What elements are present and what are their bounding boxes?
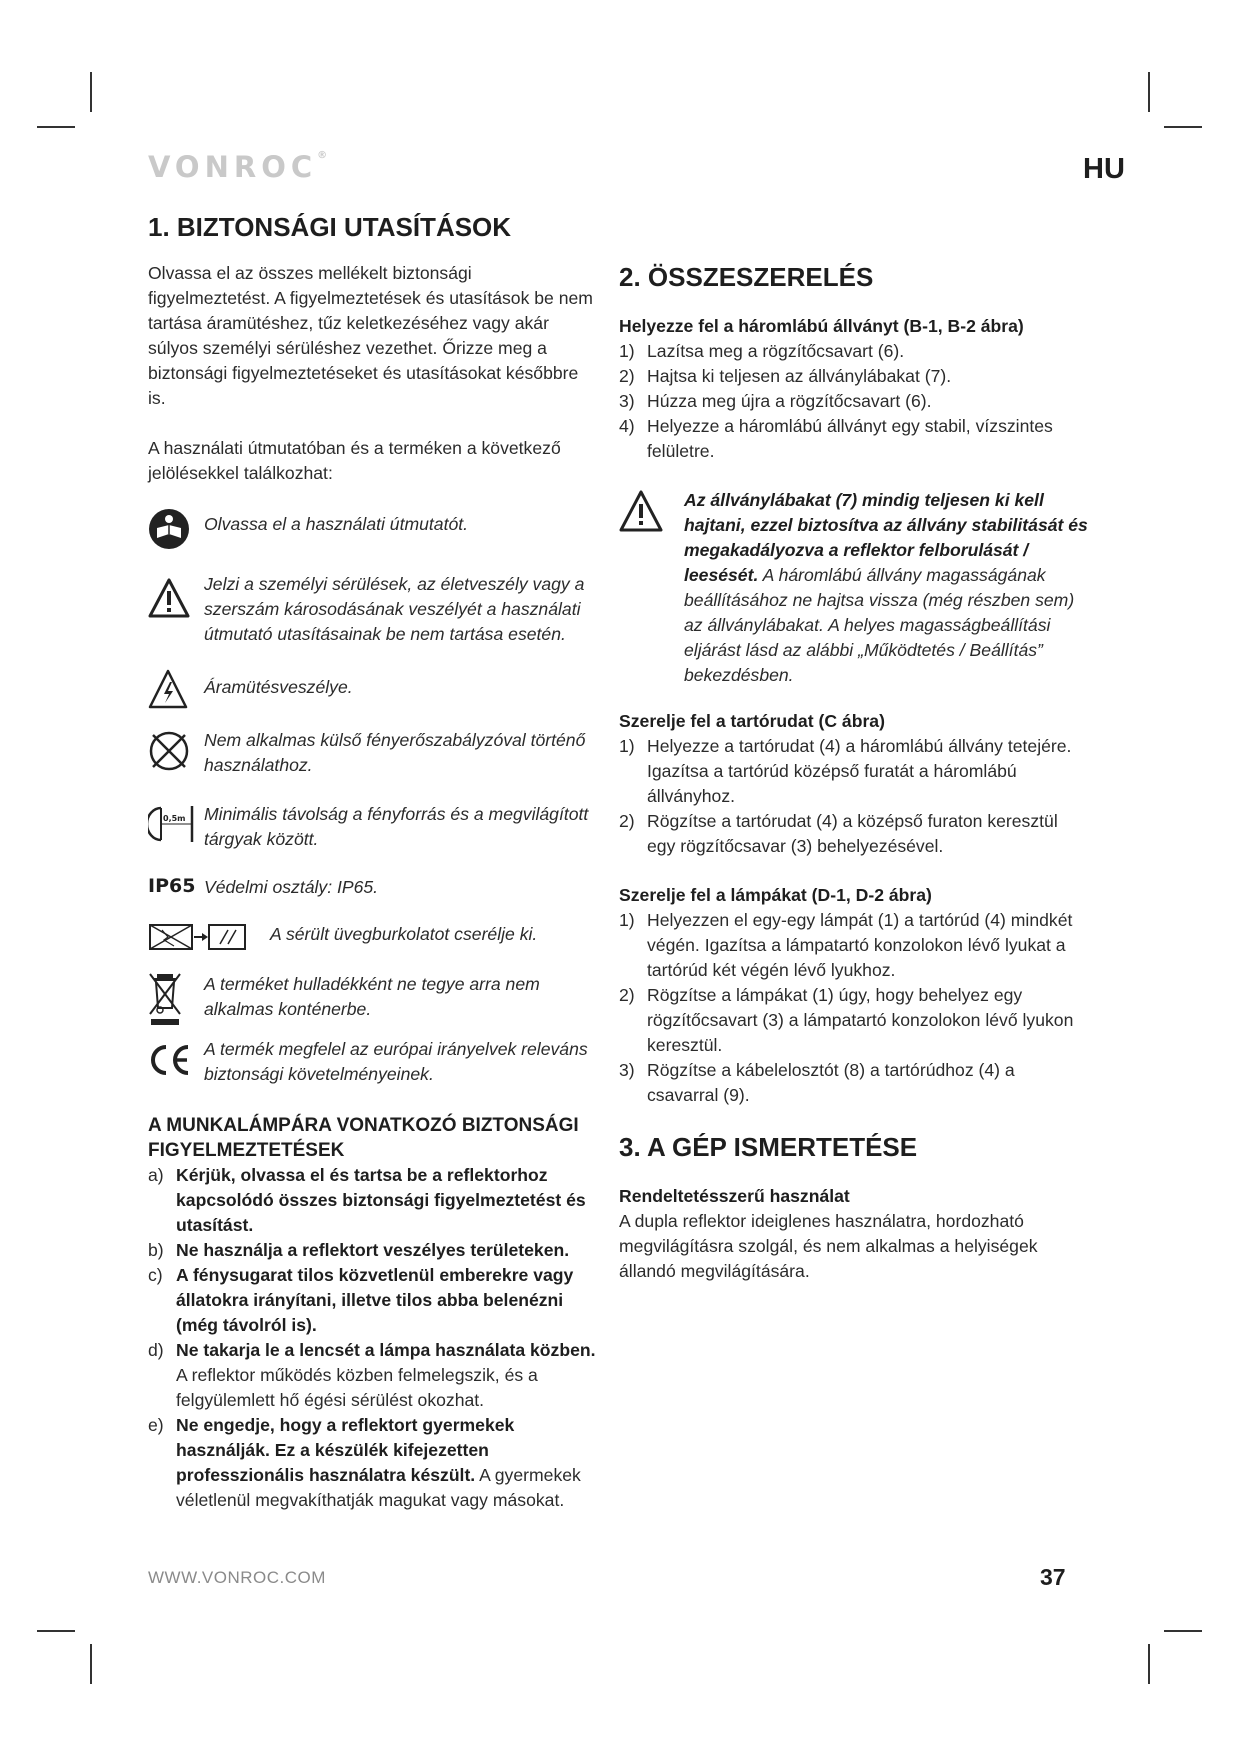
intended-use-text: A dupla reflektor ideiglenes használatra, hordozható megvilágításra szolgál, és nem alkalmas a helyiségek állandó megvilágítására. bbox=[619, 1211, 1038, 1281]
symbol-row bbox=[148, 922, 598, 952]
symbol-text: A termék megfelel az európai irányelvek releváns biztonsági követelményeinek. bbox=[204, 1039, 588, 1084]
list-item: 1) Helyezze a tartórudat (4) a háromlábú állvány tetejére. Igazítsa a tartórúd középső furatát a háromlábú állványhoz. bbox=[619, 736, 1072, 806]
ce-mark-icon bbox=[148, 1043, 192, 1077]
list-item: 2) Hajtsa ki teljesen az állványlábakat (7). bbox=[619, 366, 952, 386]
tripod-title: Helyezze fel a háromlábú állványt (B-1, B-2 ábra) bbox=[619, 316, 1024, 336]
lamp-title: Szerelje fel a lámpákat (D-1, D-2 ábra) bbox=[619, 885, 932, 905]
list-item: 2) Rögzítse a tartórudat (4) a középső furaton keresztül egy rögzítőcsavar (3) behelyezésével. bbox=[619, 811, 1058, 856]
symbol-row bbox=[148, 970, 598, 1026]
crop-mark bbox=[1164, 1630, 1202, 1632]
section-title-description: 3. A GÉP ISMERTETÉSE bbox=[619, 1132, 918, 1162]
symbol-row bbox=[148, 728, 598, 778]
min-distance-label: 0,5m bbox=[163, 814, 186, 823]
symbol-text: Jelzi a személyi sérülések, az életveszély vagy a szerszám károsodásának veszélyét a használati útmutató utasításainak be nem tartása esetén. bbox=[204, 574, 585, 644]
brand-logo: VONROC® bbox=[148, 150, 328, 184]
language-code: HU bbox=[1083, 153, 1125, 185]
symbol-text: Olvassa el a használati útmutatót. bbox=[204, 514, 469, 534]
footer-url: WWW.VONROC.COM bbox=[148, 1568, 326, 1587]
list-item: e) Ne engedje, hogy a reflektort gyermekek használják. Ez a készülék kifejezetten professzionális használatra készült. A gyermekek véletlenül megvakíthatják magukat vagy másokat. bbox=[148, 1415, 581, 1510]
crop-mark bbox=[90, 1644, 92, 1684]
crop-mark bbox=[1148, 1644, 1150, 1684]
bar-title: Szerelje fel a tartórudat (C ábra) bbox=[619, 711, 885, 731]
right-column bbox=[619, 210, 1089, 1284]
safety-intro: Olvassa el az összes mellékelt biztonsági figyelmeztetést. A figyelmeztetések és utasítások be nem tartása áramütéshez, tűz keletkezéséhez vagy akár súlyos személyi sérüléshez vezethet. Őrizze meg a biztonsági figyelmeztetéseket és utasításokat későbbre is. bbox=[148, 263, 593, 408]
crop-mark bbox=[1164, 126, 1202, 128]
crop-mark bbox=[37, 126, 75, 128]
symbol-text: Áramütésveszélye. bbox=[204, 677, 353, 697]
page-number: 37 bbox=[1040, 1564, 1066, 1590]
symbol-text: A terméket hulladékként ne tegye arra nem alkalmas konténerbe. bbox=[204, 974, 540, 1019]
bar-steps bbox=[619, 734, 1089, 859]
crop-mark bbox=[90, 72, 92, 112]
list-item: 1) Lazítsa meg a rögzítőcsavart (6). bbox=[619, 341, 905, 361]
weee-bin-icon bbox=[148, 970, 182, 1026]
worklamp-safety-title: A MUNKALÁMPÁRA VONATKOZÓ BIZTONSÁGI FIGYELMEZTETÉSEK bbox=[148, 1115, 579, 1161]
worklamp-safety-list bbox=[148, 1163, 598, 1513]
ip65-label: IP65 bbox=[148, 875, 196, 897]
list-item: 4) Helyezze a háromlábú állványt egy stabil, vízszintes felületre. bbox=[619, 416, 1053, 461]
symbols-intro: A használati útmutatóban és a terméken a következő jelölésekkel találkozhat: bbox=[148, 438, 561, 483]
intended-use-title: Rendeltetésszerű használat bbox=[619, 1186, 850, 1206]
symbol-row bbox=[148, 802, 598, 852]
symbol-text: Minimális távolság a fényforrás és a megvilágított tárgyak között. bbox=[204, 804, 589, 849]
list-item: 1) Helyezzen el egy-egy lámpát (1) a tartórúd (4) mindkét végén. Igazítsa a lámpatartó konzolokon lévő lyukat a tartórúd két végén lévő lyukhoz. bbox=[619, 910, 1073, 980]
symbol-row bbox=[148, 669, 598, 709]
replace-glass-icon bbox=[148, 922, 248, 952]
no-dimmer-icon bbox=[148, 730, 190, 772]
list-item: d) Ne takarja le a lencsét a lámpa használata közben. A reflektor működés közben felmelegszik, és a felgyülemlett hő égési sérülést okozhat. bbox=[148, 1340, 596, 1410]
symbol-row bbox=[148, 572, 598, 647]
warning-text: A háromlábú állvány magasságának beállításához ne hajtsa vissza (még részben sem) az állványlábakat. A helyes magasságbeállítási eljárást lásd az alábbi „Működtetés / Beállítás” bekezdésben. bbox=[684, 565, 1075, 685]
list-item: b) Ne használja a reflektort veszélyes területeken. bbox=[148, 1240, 570, 1260]
crop-mark bbox=[37, 1630, 75, 1632]
tripod-warning bbox=[619, 488, 1089, 688]
left-column bbox=[148, 210, 598, 1513]
list-item: c) A fénysugarat tilos közvetlenül emberekre vagy állatokra irányítani, illetve tilos abba belenézni (még távolról is). bbox=[148, 1265, 574, 1335]
crop-mark bbox=[1148, 72, 1150, 112]
min-distance-icon bbox=[148, 802, 198, 846]
symbol-text: A sérült üvegburkolatot cserélje ki. bbox=[270, 924, 538, 944]
lamp-steps bbox=[619, 908, 1089, 1108]
list-item: a) Kérjük, olvassa el és tartsa be a reflektorhoz kapcsolódó összes biztonsági figyelmeztetést és utasítást. bbox=[148, 1165, 586, 1235]
list-item: 2) Rögzítse a lámpákat (1) úgy, hogy behelyez egy rögzítőcsavart (3) a lámpatartó konzolokon lévő lyukon keresztül. bbox=[619, 985, 1074, 1055]
electric-shock-icon bbox=[148, 669, 188, 709]
symbol-row bbox=[148, 1037, 598, 1087]
symbol-text: Nem alkalmas külső fényerőszabályzóval történő használathoz. bbox=[204, 730, 586, 775]
list-item: 3) Húzza meg újra a rögzítőcsavart (6). bbox=[619, 391, 932, 411]
list-item: 3) Rögzítse a kábelelosztót (8) a tartórúdhoz (4) a csavarral (9). bbox=[619, 1060, 1015, 1105]
section-title-assembly: 2. ÖSSZESZERELÉS bbox=[619, 262, 874, 292]
warning-bold-text: Az állványlábakat (7) mindig teljesen ki kell hajtani, ezzel biztosítva az állvány stabilitását és megakadályozva a reflektor felborulását / leesését. bbox=[684, 490, 1088, 585]
manual-icon bbox=[148, 508, 190, 550]
tripod-steps bbox=[619, 339, 1089, 464]
warning-icon bbox=[619, 490, 663, 532]
symbol-text: Védelmi osztály: IP65. bbox=[204, 877, 379, 897]
symbol-row bbox=[148, 874, 598, 900]
warning-icon bbox=[148, 578, 190, 618]
section-title-safety: 1. BIZTONSÁGI UTASÍTÁSOK bbox=[148, 212, 512, 242]
symbol-list bbox=[148, 508, 598, 1087]
symbol-row bbox=[148, 508, 598, 550]
